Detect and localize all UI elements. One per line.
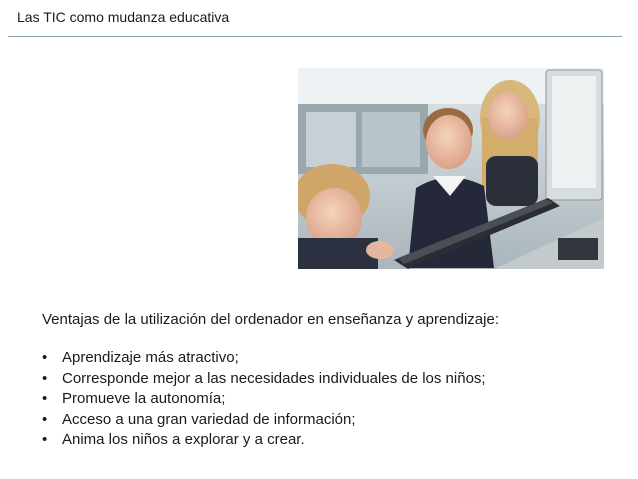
list-item-text: Corresponde mejor a las necesidades individuales de los niños; — [62, 369, 486, 387]
bullet-icon: • — [42, 390, 48, 407]
bullet-icon: • — [42, 349, 48, 366]
slide-header-title: Las TIC como mudanza educativa — [17, 9, 230, 25]
bullet-icon: • — [42, 410, 48, 428]
advantages-list — [42, 348, 602, 451]
list-item-text: Anima los niños a explorar y a crear. — [62, 431, 305, 448]
list-item — [42, 369, 602, 390]
header-divider — [8, 36, 622, 37]
children-computer-photo — [298, 68, 604, 269]
list-item-text: Promueve la autonomía; — [62, 390, 226, 407]
list-item — [42, 410, 602, 431]
bullet-icon: • — [42, 431, 48, 448]
content-block — [42, 310, 602, 451]
list-item — [42, 348, 602, 369]
list-item — [42, 389, 602, 410]
list-item-text: Aprendizaje más atractivo; — [62, 349, 239, 366]
list-item — [42, 430, 602, 451]
bullet-icon: • — [42, 369, 48, 387]
list-item-text: Acceso a una gran variedad de información; — [62, 410, 356, 428]
intro-text: Ventajas de la utilización del ordenador en enseñanza y aprendizaje: — [42, 311, 499, 328]
